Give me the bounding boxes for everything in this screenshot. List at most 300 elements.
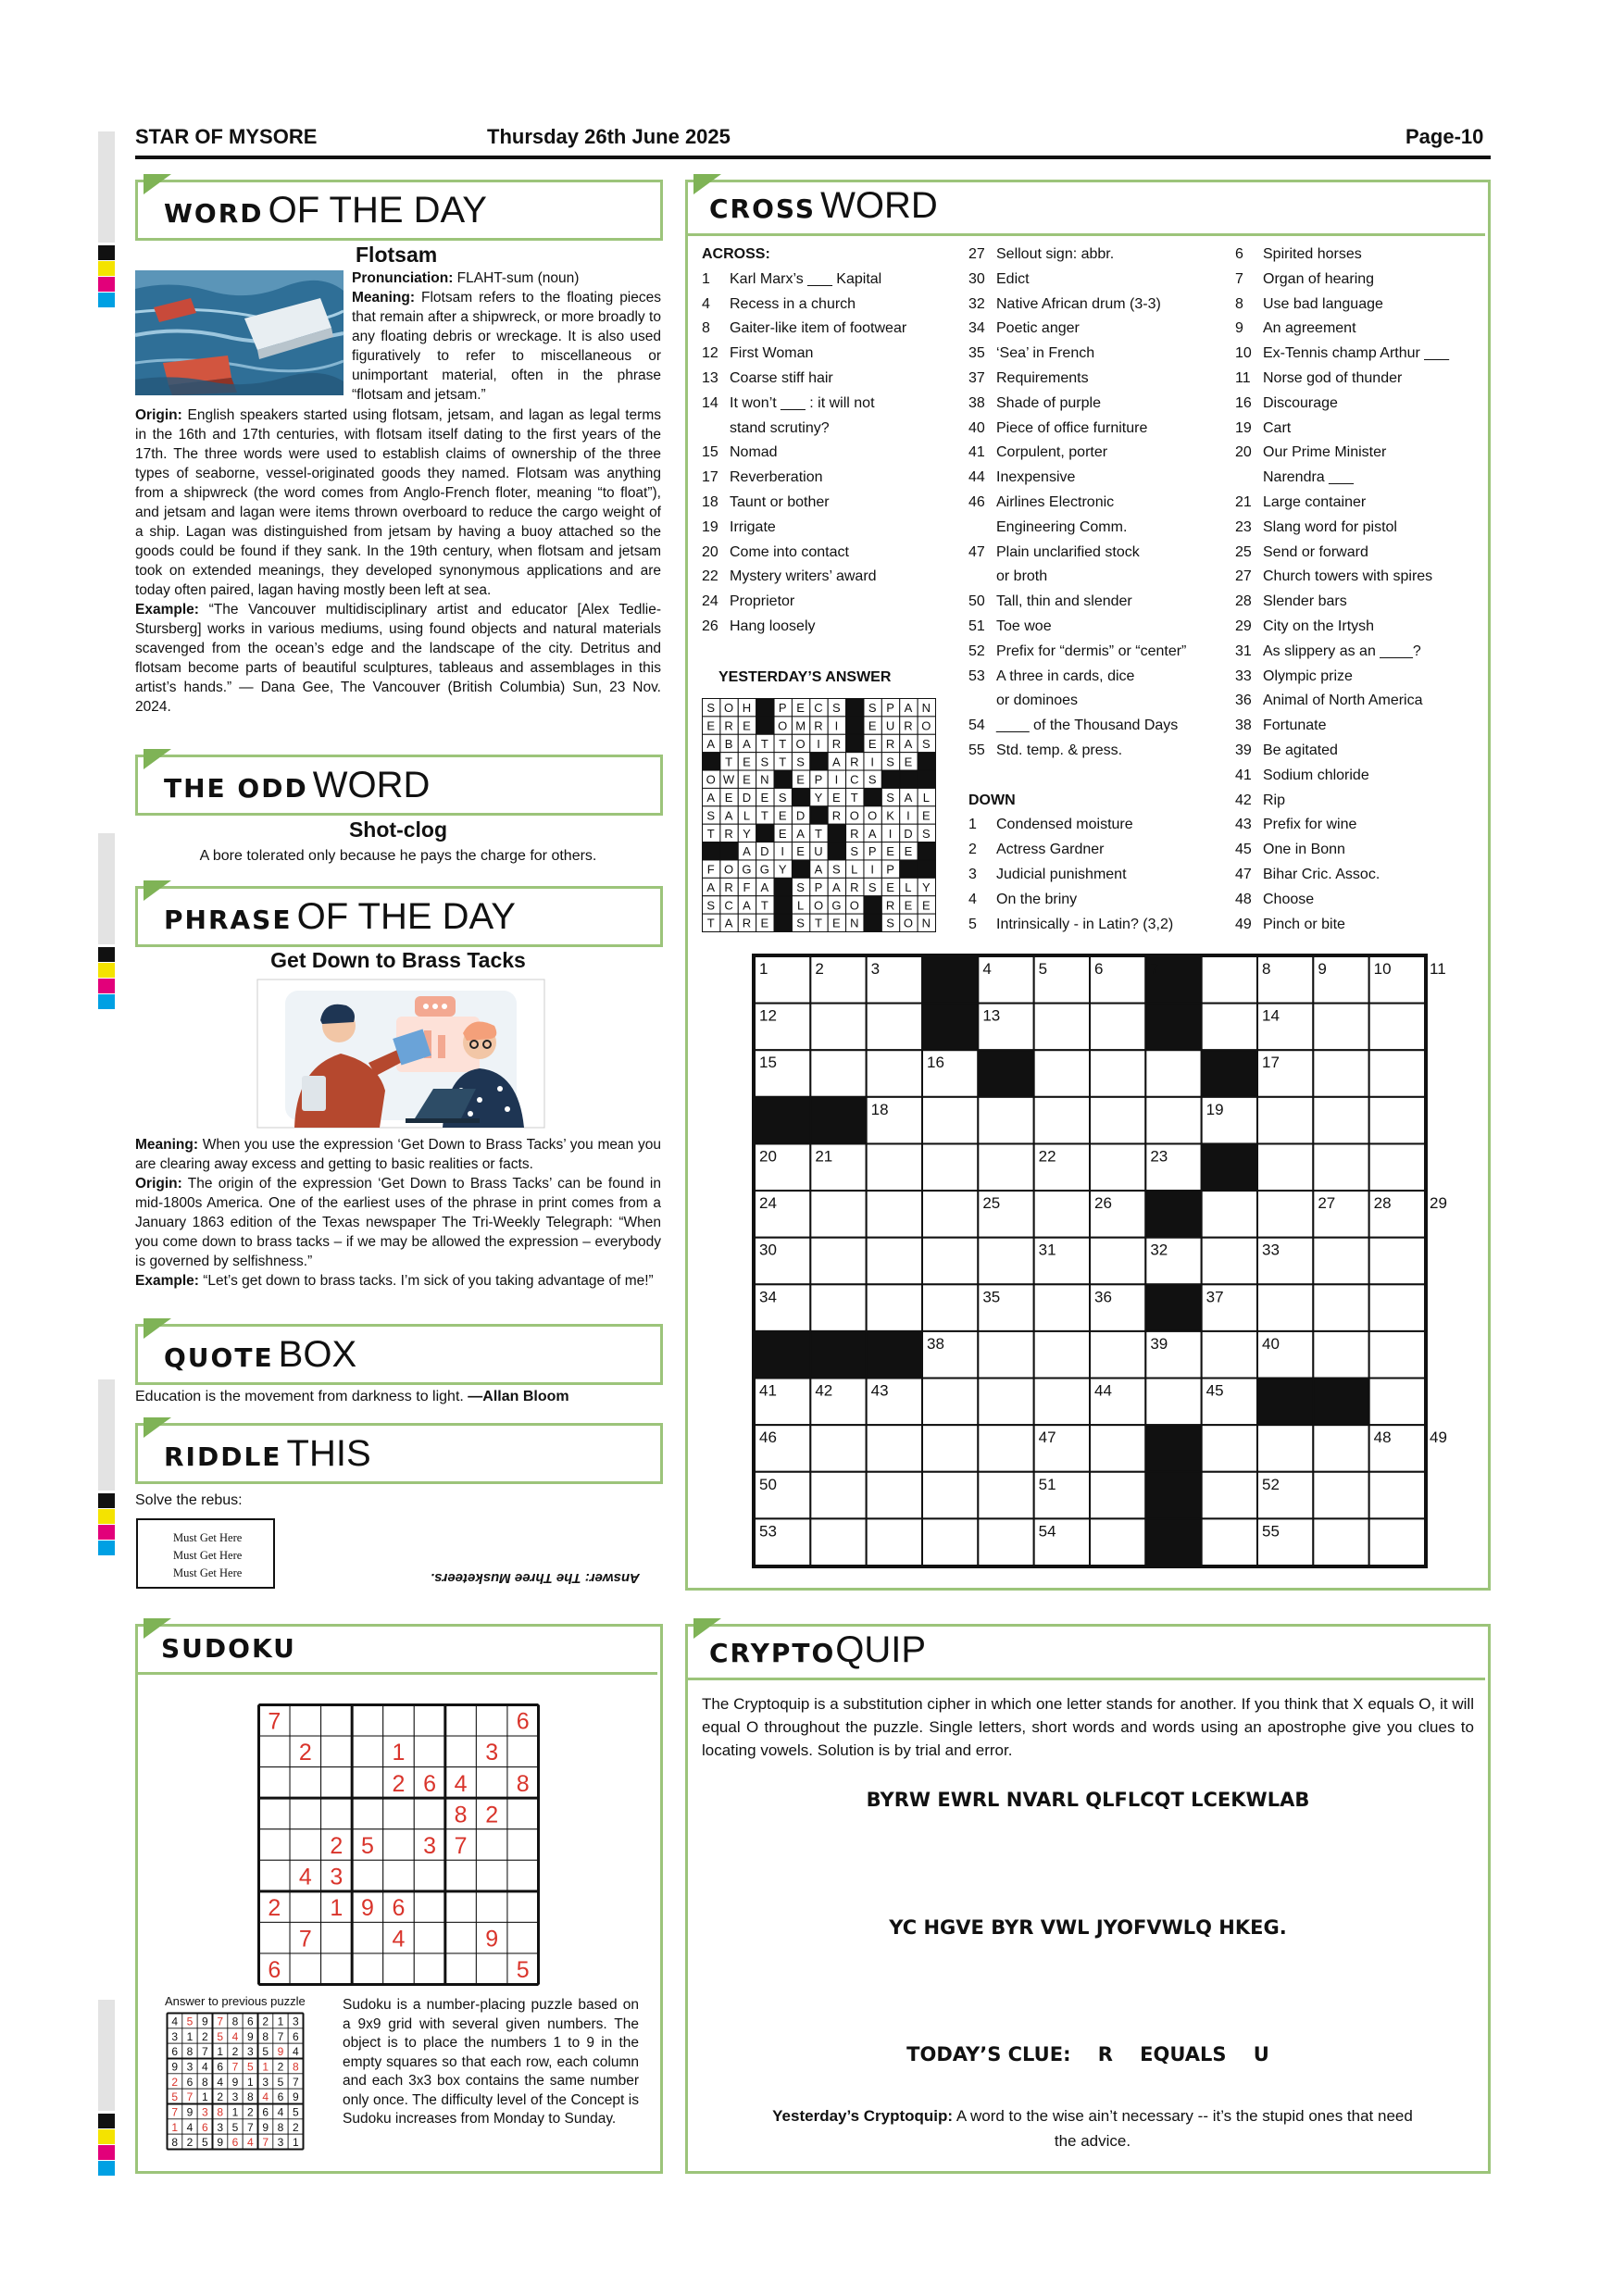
- sudoku-cell[interactable]: [259, 1798, 291, 1829]
- crossword-cell[interactable]: [1202, 1331, 1257, 1379]
- sudoku-cell[interactable]: [476, 1705, 507, 1737]
- crossword-cell[interactable]: [922, 1379, 978, 1426]
- crossword-cell[interactable]: [978, 1097, 1033, 1144]
- sudoku-cell[interactable]: [321, 1705, 353, 1737]
- clue-item: [968, 417, 1237, 442]
- sudoku-given: 2: [298, 1740, 312, 1766]
- clue-item: [1235, 665, 1485, 690]
- sudoku-cell[interactable]: [352, 1705, 383, 1737]
- sudoku-prev-label: Answer to previous puzzle: [165, 1994, 306, 2008]
- crossword-cell[interactable]: [867, 1518, 922, 1566]
- sudoku-given: 9: [360, 1895, 374, 1922]
- solution-letter: E: [904, 844, 913, 859]
- solution-block: [864, 914, 881, 931]
- prev-sudoku-digit: 5: [186, 2015, 194, 2028]
- prev-sudoku-digit: 1: [231, 2105, 239, 2119]
- clue-number: 38: [1235, 718, 1252, 734]
- prev-sudoku-digit: 1: [246, 2075, 254, 2089]
- clue-text: Tall, thin and slender: [996, 593, 1132, 610]
- crossword-cell[interactable]: [867, 1050, 922, 1097]
- crossword-cell[interactable]: [922, 1191, 978, 1238]
- crossword-cell[interactable]: [810, 1238, 866, 1285]
- crossword-cell[interactable]: [1313, 1284, 1368, 1331]
- clue-item: [702, 293, 952, 318]
- prev-sudoku-digit: 2: [201, 2029, 208, 2043]
- solution-letter: P: [868, 844, 877, 859]
- clue-number: 53: [968, 668, 985, 684]
- sudoku-cell[interactable]: [414, 1798, 445, 1829]
- crossword-cell-number: 39: [1150, 1334, 1168, 1353]
- clue-item: [968, 268, 1237, 293]
- crossword-cell[interactable]: [1090, 1097, 1145, 1144]
- crossword-cell[interactable]: [1257, 1143, 1313, 1191]
- sudoku-cell[interactable]: [507, 1922, 539, 1953]
- prev-sudoku-digit: 4: [246, 2136, 254, 2150]
- prev-sudoku-digit: 6: [246, 2015, 254, 2028]
- sudoku-cell[interactable]: [352, 1922, 383, 1953]
- solution-letter: T: [706, 826, 715, 841]
- solution-block: [846, 717, 864, 734]
- clue-item: [702, 417, 952, 442]
- word-of-day-title-light: OF THE DAY: [268, 190, 487, 231]
- crossword-cell[interactable]: [978, 1379, 1033, 1426]
- crossword-cell[interactable]: [1369, 1518, 1425, 1566]
- crossword-cell[interactable]: [1369, 1284, 1425, 1331]
- sudoku-cell[interactable]: [476, 1860, 507, 1891]
- solution-block: [918, 770, 935, 788]
- sudoku-cell[interactable]: [445, 1736, 477, 1767]
- clue-text: Use bad language: [1263, 295, 1383, 312]
- sudoku-cell[interactable]: [507, 1891, 539, 1923]
- sudoku-cell[interactable]: [290, 1891, 321, 1923]
- crossword-cell-number: 21: [815, 1147, 833, 1166]
- clue-item: [968, 665, 1237, 690]
- crossword-cell[interactable]: [1257, 1097, 1313, 1144]
- clue-number: 19: [702, 518, 718, 535]
- crossword-cell[interactable]: [1313, 1518, 1368, 1566]
- sudoku-cell[interactable]: [414, 1860, 445, 1891]
- crossword-cell[interactable]: [1313, 1331, 1368, 1379]
- clue-number: 29: [1235, 618, 1252, 634]
- crossword-cell[interactable]: [1202, 1238, 1257, 1285]
- solution-letter: R: [831, 736, 842, 751]
- crossword-cell[interactable]: [978, 1518, 1033, 1566]
- crossword-cell-number: 51: [1038, 1475, 1056, 1493]
- prev-sudoku-digit: 3: [186, 2060, 194, 2074]
- sudoku-cell[interactable]: [414, 1953, 445, 1985]
- prev-sudoku-digit: 8: [171, 2136, 179, 2150]
- crossword-cell[interactable]: [1313, 1050, 1368, 1097]
- crossword-cell-number: 30: [759, 1241, 777, 1259]
- cryptoquip-line-2: YC HGVE BYR VWL JYOFVWLQ HKEG.: [889, 1916, 1287, 1939]
- clue-item: [968, 243, 1237, 268]
- sudoku-cell[interactable]: [507, 1736, 539, 1767]
- crossword-cell[interactable]: [1034, 1050, 1090, 1097]
- clue-text: Shade of purple: [996, 394, 1101, 411]
- solution-letter: O: [724, 862, 734, 877]
- solution-block: [864, 788, 881, 805]
- rebus-line: Must Get Here: [173, 1566, 243, 1579]
- sudoku-given: 7: [298, 1926, 312, 1953]
- crossword-cell-number: 7: [1150, 960, 1159, 978]
- clue-text: Olympic prize: [1263, 668, 1353, 684]
- crossword-cell-number: 35: [982, 1288, 1001, 1306]
- crossword-cell[interactable]: [978, 1331, 1033, 1379]
- cryptoquip-yesterday: Yesterday’s Cryptoquip: A word to the wise ain’t necessary -- it’s the stupid ones that need the advice.: [772, 2107, 1413, 2150]
- solution-letter: R: [850, 880, 859, 894]
- sudoku-cell[interactable]: [290, 1767, 321, 1799]
- crossword-cell-number: 44: [1094, 1381, 1112, 1400]
- solution-letter: T: [779, 736, 787, 751]
- crossword-cell[interactable]: [1257, 1284, 1313, 1331]
- crossword-cell[interactable]: [1202, 1191, 1257, 1238]
- prev-sudoku-digit: 9: [262, 2120, 269, 2134]
- crossword-cell[interactable]: [1202, 956, 1257, 1004]
- crossword-cell[interactable]: [810, 1472, 866, 1519]
- solution-letter: O: [868, 808, 878, 823]
- prev-sudoku-digit: 8: [246, 2090, 254, 2104]
- prev-sudoku-digit: 2: [217, 2090, 224, 2104]
- crossword-cell[interactable]: [1369, 1143, 1425, 1191]
- crossword-cell[interactable]: [922, 1425, 978, 1472]
- solution-letter: E: [724, 791, 733, 805]
- crossword-cell[interactable]: [1090, 1004, 1145, 1051]
- clue-text: Hang loosely: [730, 618, 816, 634]
- prev-sudoku-digit: 3: [231, 2090, 239, 2104]
- crossword-cell[interactable]: [1313, 1097, 1368, 1144]
- solution-letter: R: [885, 898, 895, 913]
- sudoku-cell[interactable]: [507, 1860, 539, 1891]
- sudoku-cell[interactable]: [445, 1922, 477, 1953]
- sudoku-given: 2: [392, 1770, 406, 1797]
- clue-text: Piece of office furniture: [996, 419, 1148, 436]
- sudoku-cell[interactable]: [259, 1860, 291, 1891]
- clue-text: Spirited horses: [1263, 246, 1362, 262]
- clue-item: [968, 491, 1237, 516]
- prev-sudoku-digit: 2: [231, 2045, 239, 2059]
- crossword-cell[interactable]: [978, 1425, 1033, 1472]
- clue-text: Reverberation: [730, 469, 823, 486]
- sudoku-cell[interactable]: [414, 1705, 445, 1737]
- clue-text: ‘Sea’ in French: [996, 345, 1095, 362]
- crossword-cell[interactable]: [1369, 1331, 1425, 1379]
- crossword-cell[interactable]: [1034, 1331, 1090, 1379]
- crossword-cell[interactable]: [810, 1518, 866, 1566]
- sudoku-cell[interactable]: [352, 1953, 383, 1985]
- crossword-cell[interactable]: [922, 1238, 978, 1285]
- solution-letter: E: [921, 808, 931, 823]
- clue-text: Std. temp. & press.: [996, 742, 1123, 758]
- crossword-cell[interactable]: [1034, 1004, 1090, 1051]
- solution-letter: S: [921, 736, 931, 751]
- solution-letter: F: [743, 880, 751, 894]
- clue-number: 15: [702, 444, 718, 461]
- sudoku-cell[interactable]: [414, 1736, 445, 1767]
- clue-item: [968, 392, 1237, 417]
- solution-block: [774, 770, 792, 788]
- solution-letter: E: [886, 880, 894, 894]
- solution-letter: I: [870, 862, 874, 877]
- sudoku-cell[interactable]: [290, 1829, 321, 1861]
- crossword-cell[interactable]: [1369, 1097, 1425, 1144]
- crossword-cell[interactable]: [922, 1472, 978, 1519]
- clue-item: [968, 739, 1237, 764]
- sudoku-cell[interactable]: [383, 1829, 415, 1861]
- clue-number: 49: [1235, 916, 1252, 932]
- clue-text: Send or forward: [1263, 543, 1368, 560]
- crossword-cell[interactable]: [867, 1004, 922, 1051]
- crossword-cell[interactable]: [867, 1425, 922, 1472]
- sudoku-cell[interactable]: [290, 1798, 321, 1829]
- crossword-cell[interactable]: [1313, 1472, 1368, 1519]
- prev-sudoku-digit: 3: [292, 2015, 299, 2028]
- sudoku-cell[interactable]: [414, 1922, 445, 1953]
- solution-letter: G: [831, 898, 842, 913]
- clue-item: [702, 317, 952, 342]
- crossword-cell[interactable]: [1257, 1191, 1313, 1238]
- clue-text: Poetic anger: [996, 320, 1080, 337]
- crossword-cell[interactable]: [810, 1050, 866, 1097]
- clue-number: 42: [1235, 792, 1252, 808]
- sudoku-cell[interactable]: [445, 1891, 477, 1923]
- clue-item: [968, 541, 1237, 566]
- crossword-block: [1145, 1191, 1201, 1238]
- sudoku-cell[interactable]: [352, 1860, 383, 1891]
- prev-sudoku-digit: 2: [171, 2075, 179, 2089]
- sudoku-cell[interactable]: [383, 1953, 415, 1985]
- sudoku-cell[interactable]: [445, 1953, 477, 1985]
- solution-letter: E: [904, 898, 913, 913]
- solution-letter: A: [796, 826, 805, 841]
- sudoku-cell[interactable]: [321, 1953, 353, 1985]
- sudoku-cell[interactable]: [259, 1736, 291, 1767]
- clue-text: An agreement: [1263, 320, 1356, 337]
- clue-text: Toe woe: [996, 618, 1052, 634]
- sudoku-cell[interactable]: [321, 1798, 353, 1829]
- crossword-cell-number: 32: [1150, 1241, 1168, 1259]
- prev-sudoku-digit: 5: [171, 2090, 179, 2104]
- clue-number: 13: [702, 369, 718, 386]
- crossword-cell[interactable]: [1090, 1238, 1145, 1285]
- solution-letter: R: [850, 755, 859, 769]
- solution-letter: E: [743, 718, 751, 733]
- crossword-cell[interactable]: [1369, 1472, 1425, 1519]
- solution-letter: O: [813, 898, 824, 913]
- crossword-cell[interactable]: [1202, 1004, 1257, 1051]
- crossword-cell-number: 19: [1206, 1100, 1224, 1118]
- crossword-cell[interactable]: [1145, 1050, 1201, 1097]
- crossword-cell[interactable]: [1145, 1097, 1201, 1144]
- clue-item: [1235, 615, 1485, 640]
- sudoku-cell[interactable]: [290, 1705, 321, 1737]
- solution-letter: D: [795, 808, 806, 823]
- sudoku-cell[interactable]: [476, 1953, 507, 1985]
- crossword-cell-number: 49: [1430, 1429, 1447, 1447]
- clue-text: Intrinsically - in Latin? (3,2): [996, 916, 1174, 932]
- crossword-cell[interactable]: [978, 1238, 1033, 1285]
- crossword-cell[interactable]: [1257, 1425, 1313, 1472]
- crossword-cell[interactable]: [1090, 1331, 1145, 1379]
- sudoku-cell[interactable]: [321, 1736, 353, 1767]
- prev-sudoku-digit: 4: [292, 2045, 299, 2059]
- crossword-cell[interactable]: [1313, 1143, 1368, 1191]
- crossword-cell[interactable]: [1034, 1097, 1090, 1144]
- crossword-cell[interactable]: [1090, 1143, 1145, 1191]
- solution-letter: O: [795, 736, 806, 751]
- solution-letter: G: [742, 862, 752, 877]
- clue-item: [1235, 491, 1485, 516]
- word-of-day-pronunciation-meaning: Pronunciation: FLAHT-sum (noun) Meaning: Flotsam refers to the floating pieces that remain after a shipwreck, or more broadly to any floating debris or wreckage. It is also used figuratively to refer to miscellaneous or unimportant material, often in the phrase “flotsam and jetsam.”: [352, 270, 661, 403]
- prev-sudoku-digit: 4: [277, 2105, 284, 2119]
- clue-item: [968, 640, 1237, 665]
- prev-sudoku-digit: 9: [246, 2029, 254, 2043]
- crossword-cell-number: 4: [982, 960, 992, 978]
- clue-item: [1235, 789, 1485, 814]
- corner-triangle: [144, 174, 171, 194]
- crossword-cell[interactable]: [922, 1518, 978, 1566]
- crossword-cell[interactable]: [978, 1472, 1033, 1519]
- crossword-cell[interactable]: [1202, 1472, 1257, 1519]
- clue-text: Sodium chloride: [1263, 767, 1369, 783]
- crossword-cell[interactable]: [978, 1143, 1033, 1191]
- crossword-cell[interactable]: [1090, 1518, 1145, 1566]
- solution-letter: S: [706, 898, 716, 913]
- crossword-cell[interactable]: [810, 1191, 866, 1238]
- solution-letter: E: [760, 791, 769, 805]
- solution-letter: A: [743, 844, 751, 859]
- solution-letter: H: [742, 701, 752, 716]
- crossword-grid[interactable]: [752, 954, 1447, 1568]
- crossword-cell[interactable]: [1034, 1379, 1090, 1426]
- crossword-cell[interactable]: [922, 1143, 978, 1191]
- clue-text: Inexpensive: [996, 469, 1076, 486]
- clue-number: 18: [702, 493, 718, 510]
- solution-letter: L: [905, 880, 912, 894]
- solution-letter: A: [743, 898, 751, 913]
- crossword-cell[interactable]: [1202, 1425, 1257, 1472]
- solution-letter: S: [778, 791, 787, 805]
- crossword-cell-number: 55: [1262, 1522, 1280, 1541]
- sudoku-cell[interactable]: [414, 1891, 445, 1923]
- clue-number: 1: [702, 270, 710, 287]
- crossword-cell[interactable]: [1313, 1425, 1368, 1472]
- sudoku-cell[interactable]: [259, 1829, 291, 1861]
- clue-text: stand scrutiny?: [730, 419, 830, 436]
- prev-sudoku-digit: 6: [201, 2120, 208, 2134]
- clue-number: 28: [1235, 593, 1252, 610]
- crossword-cell-number: 27: [1318, 1194, 1336, 1213]
- sudoku-grid[interactable]: [257, 1703, 540, 1986]
- crossword-cell-number: 3: [870, 960, 881, 978]
- sudoku-given: 8: [454, 1802, 468, 1828]
- prev-sudoku-digit: 5: [201, 2136, 208, 2150]
- clue-text: Actress Gardner: [996, 842, 1105, 858]
- sudoku-cell[interactable]: [259, 1767, 291, 1799]
- clue-number: 19: [1235, 419, 1252, 436]
- sudoku-cell[interactable]: [507, 1798, 539, 1829]
- clue-number: 37: [968, 369, 985, 386]
- solution-letter: A: [868, 826, 877, 841]
- crossword-cell[interactable]: [867, 1143, 922, 1191]
- crossword-cell[interactable]: [810, 1284, 866, 1331]
- crossword-cell[interactable]: [1090, 1050, 1145, 1097]
- crossword-cell[interactable]: [1369, 1379, 1425, 1426]
- clue-item: [1235, 863, 1485, 888]
- sudoku-given: 4: [298, 1864, 312, 1890]
- solution-letter: T: [779, 755, 787, 769]
- crossword-cell[interactable]: [1369, 1004, 1425, 1051]
- crossword-cell[interactable]: [810, 1004, 866, 1051]
- sudoku-cell[interactable]: [476, 1767, 507, 1799]
- clue-number: 44: [968, 469, 985, 486]
- clue-text: On the briny: [996, 891, 1078, 907]
- solution-letter: Y: [778, 862, 787, 877]
- solution-block: [918, 753, 935, 770]
- crossword-cell[interactable]: [922, 1284, 978, 1331]
- sudoku-cell[interactable]: [507, 1829, 539, 1861]
- crossword-cell[interactable]: [1369, 1050, 1425, 1097]
- crossword-cell[interactable]: [1145, 1379, 1201, 1426]
- crossword-block: [922, 956, 978, 1004]
- crossword-cell[interactable]: [1369, 1238, 1425, 1285]
- clue-item: [968, 813, 1237, 838]
- sudoku-cell[interactable]: [259, 1922, 291, 1953]
- crossword-cell[interactable]: [1090, 1472, 1145, 1519]
- crossword-cell[interactable]: [867, 1238, 922, 1285]
- crossword-cell[interactable]: [867, 1472, 922, 1519]
- crossword-cell-number: 28: [1373, 1194, 1392, 1213]
- sudoku-cell[interactable]: [383, 1705, 415, 1737]
- sudoku-cell[interactable]: [383, 1798, 415, 1829]
- sudoku-cell[interactable]: [352, 1798, 383, 1829]
- solution-letter: L: [851, 862, 858, 877]
- crossword-cell[interactable]: [867, 1191, 922, 1238]
- solution-letter: C: [850, 772, 859, 787]
- clue-number: 24: [702, 593, 718, 610]
- clue-text: Nomad: [730, 444, 778, 461]
- clue-text: Norse god of thunder: [1263, 369, 1403, 386]
- sudoku-cell[interactable]: [352, 1736, 383, 1767]
- crossword-cell[interactable]: [922, 1097, 978, 1144]
- sudoku-cell[interactable]: [445, 1860, 477, 1891]
- prev-sudoku-digit: 2: [246, 2105, 254, 2119]
- sudoku-cell[interactable]: [352, 1767, 383, 1799]
- crossword-cell[interactable]: [1202, 1518, 1257, 1566]
- crossword-cell[interactable]: [1313, 1238, 1368, 1285]
- sudoku-given: 6: [423, 1770, 437, 1797]
- sudoku-cell[interactable]: [290, 1953, 321, 1985]
- crossword-cell[interactable]: [1034, 1284, 1090, 1331]
- sudoku-cell[interactable]: [321, 1922, 353, 1953]
- prev-sudoku-digit: 3: [246, 2045, 254, 2059]
- sudoku-cell[interactable]: [321, 1767, 353, 1799]
- crossword-cell[interactable]: [810, 1425, 866, 1472]
- prev-sudoku-digit: 1: [277, 2015, 284, 2028]
- crossword-cell[interactable]: [1090, 1425, 1145, 1472]
- clue-number: 22: [702, 568, 718, 585]
- crossword-cell[interactable]: [1034, 1191, 1090, 1238]
- sudoku-cell[interactable]: [445, 1705, 477, 1737]
- crossword-cell[interactable]: [1313, 1004, 1368, 1051]
- solution-letter: I: [870, 755, 874, 769]
- sudoku-cell[interactable]: [476, 1829, 507, 1861]
- prev-sudoku-digit: 1: [262, 2060, 269, 2074]
- crossword-cell[interactable]: [867, 1284, 922, 1331]
- sudoku-cell[interactable]: [383, 1860, 415, 1891]
- sudoku-cell[interactable]: [476, 1891, 507, 1923]
- clue-item: [968, 838, 1237, 863]
- clue-number: 35: [968, 345, 985, 362]
